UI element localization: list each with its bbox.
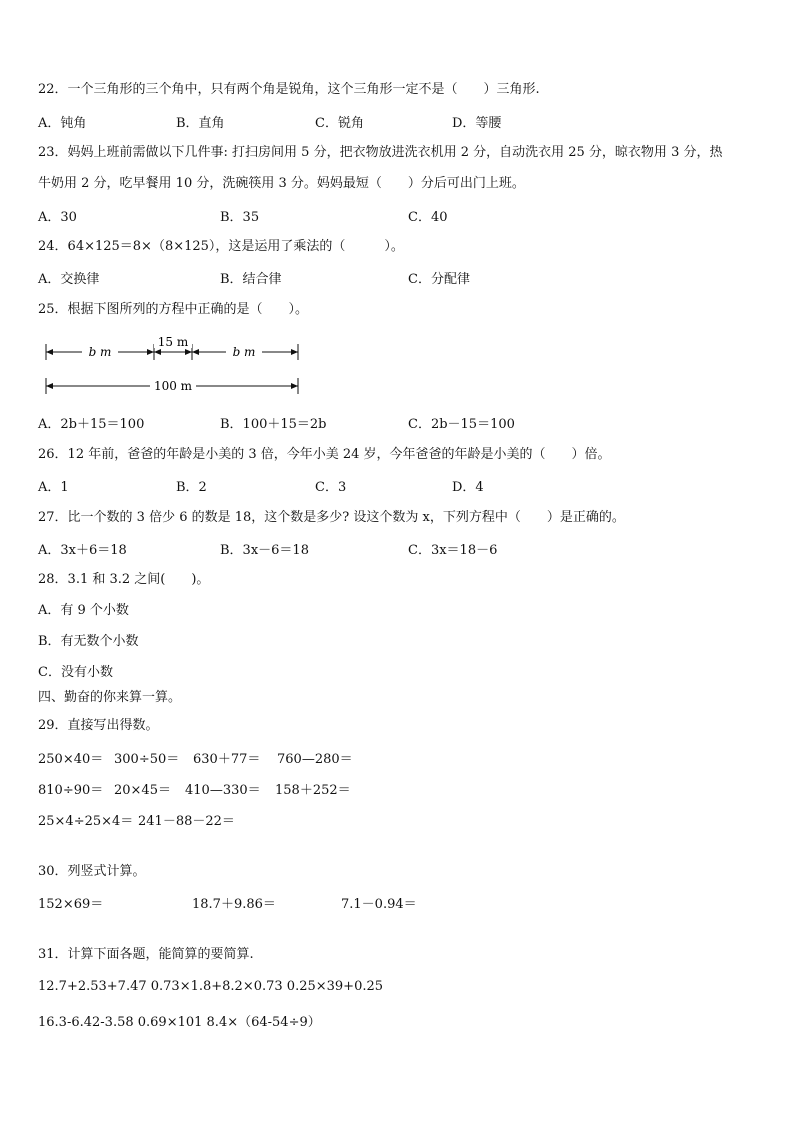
- option-a[interactable]: A．3x＋6＝18: [38, 543, 127, 558]
- question-24-options: [38, 268, 738, 288]
- question-22-options: [38, 112, 738, 132]
- option-a[interactable]: A．1: [38, 480, 69, 495]
- question-23-stem-line1: 23．妈妈上班前需做以下几件事: 打扫房间用 5 分，把衣物放进洗衣机用 2 分，自动洗衣用 25 分，晾衣物用 3 分，热: [38, 145, 723, 160]
- right-segment-label: b m: [232, 345, 256, 359]
- option-c[interactable]: C．3x＝18－6: [408, 543, 498, 558]
- calc-item: 7.1－0.94＝: [341, 897, 417, 912]
- option-c[interactable]: C．2b－15＝100: [408, 417, 515, 432]
- total-length-label: 100 m: [153, 379, 193, 393]
- option-c[interactable]: C．3: [315, 480, 347, 495]
- option-a[interactable]: A．有 9 个小数: [38, 603, 129, 618]
- section-4-title: 四、勤奋的你来算一算。: [38, 690, 182, 705]
- question-30-stem: 30．列竖式计算。: [38, 864, 146, 879]
- option-b[interactable]: B．2: [176, 480, 207, 495]
- math-item: 158＋252＝: [275, 783, 351, 798]
- line-segment-diagram: [40, 334, 310, 404]
- question-27-options: [38, 539, 738, 559]
- question-31-stem: 31．计算下面各题，能简算的要简算.: [38, 947, 254, 962]
- question-31-line-2: 16.3-6.42-3.58 0.69×101 8.4×（64-54÷9）: [38, 1015, 321, 1030]
- math-item: 410—330＝: [185, 783, 261, 798]
- option-c[interactable]: C．40: [408, 210, 448, 225]
- vertical-calc-row: [38, 893, 738, 913]
- option-b[interactable]: B．100＋15＝2b: [220, 417, 327, 432]
- question-26-stem: 26．12 年前，爸爸的年龄是小美的 3 倍，今年小美 24 岁，今年爸爸的年龄是小美的（ ）倍。: [38, 447, 611, 462]
- option-b[interactable]: B．35: [220, 210, 260, 225]
- option-b[interactable]: B．直角: [176, 116, 225, 131]
- question-29-stem: 29．直接写出得数。: [38, 718, 159, 733]
- question-28-stem: 28．3.1 和 3.2 之间( )。: [38, 572, 210, 587]
- option-d[interactable]: D．等腰: [452, 116, 502, 131]
- mental-math-row-1: [38, 748, 738, 768]
- math-item: 241－88－22＝: [138, 814, 235, 829]
- mental-math-row-2: [38, 779, 738, 799]
- option-a[interactable]: A．交换律: [38, 272, 100, 287]
- left-segment-label: b m: [88, 345, 112, 359]
- math-item: 300÷50＝: [114, 752, 180, 767]
- question-31-line-1: 12.7+2.53+7.47 0.73×1.8+8.2×0.73 0.25×39+0.25: [38, 979, 384, 994]
- calc-item: 152×69＝: [38, 897, 104, 912]
- question-24-stem: 24．64×125＝8×（8×125），这是运用了乘法的（ ）。: [38, 239, 404, 254]
- option-c[interactable]: C．锐角: [315, 116, 364, 131]
- question-23-options: [38, 206, 738, 226]
- question-25-options: [38, 413, 738, 433]
- option-a[interactable]: A．2b＋15＝100: [38, 417, 145, 432]
- mental-math-row-3: [38, 810, 738, 830]
- option-d[interactable]: D．4: [452, 480, 484, 495]
- option-a[interactable]: A．钝角: [38, 116, 87, 131]
- question-23-stem-line2: 牛奶用 2 分，吃早餐用 10 分，洗碗筷用 3 分。妈妈最短（ ）分后可出门上班。: [38, 176, 525, 191]
- calc-item: 18.7＋9.86＝: [192, 897, 276, 912]
- option-b[interactable]: B．结合律: [220, 272, 282, 287]
- question-22-stem: 22．一个三角形的三个角中，只有两个角是锐角，这个三角形一定不是（ ）三角形.: [38, 82, 540, 97]
- option-b[interactable]: B．3x－6＝18: [220, 543, 309, 558]
- question-26-options: [38, 476, 738, 496]
- option-a[interactable]: A．30: [38, 210, 77, 225]
- option-b[interactable]: B．有无数个小数: [38, 634, 139, 649]
- math-item: 630＋77＝: [193, 752, 261, 767]
- math-item: 20×45＝: [114, 783, 171, 798]
- option-c[interactable]: C．分配律: [408, 272, 470, 287]
- math-item: 25×4÷25×4＝: [38, 814, 134, 829]
- middle-segment-label: 15 m: [157, 335, 189, 349]
- math-item: 760—280＝: [277, 752, 353, 767]
- math-item: 810÷90＝: [38, 783, 104, 798]
- math-item: 250×40＝: [38, 752, 104, 767]
- question-25-stem: 25．根据下图所列的方程中正确的是（ ）。: [38, 302, 309, 317]
- option-c[interactable]: C．没有小数: [38, 665, 113, 680]
- question-27-stem: 27．比一个数的 3 倍少 6 的数是 18，这个数是多少? 设这个数为 x，下列方程中（ ）是正确的。: [38, 510, 625, 525]
